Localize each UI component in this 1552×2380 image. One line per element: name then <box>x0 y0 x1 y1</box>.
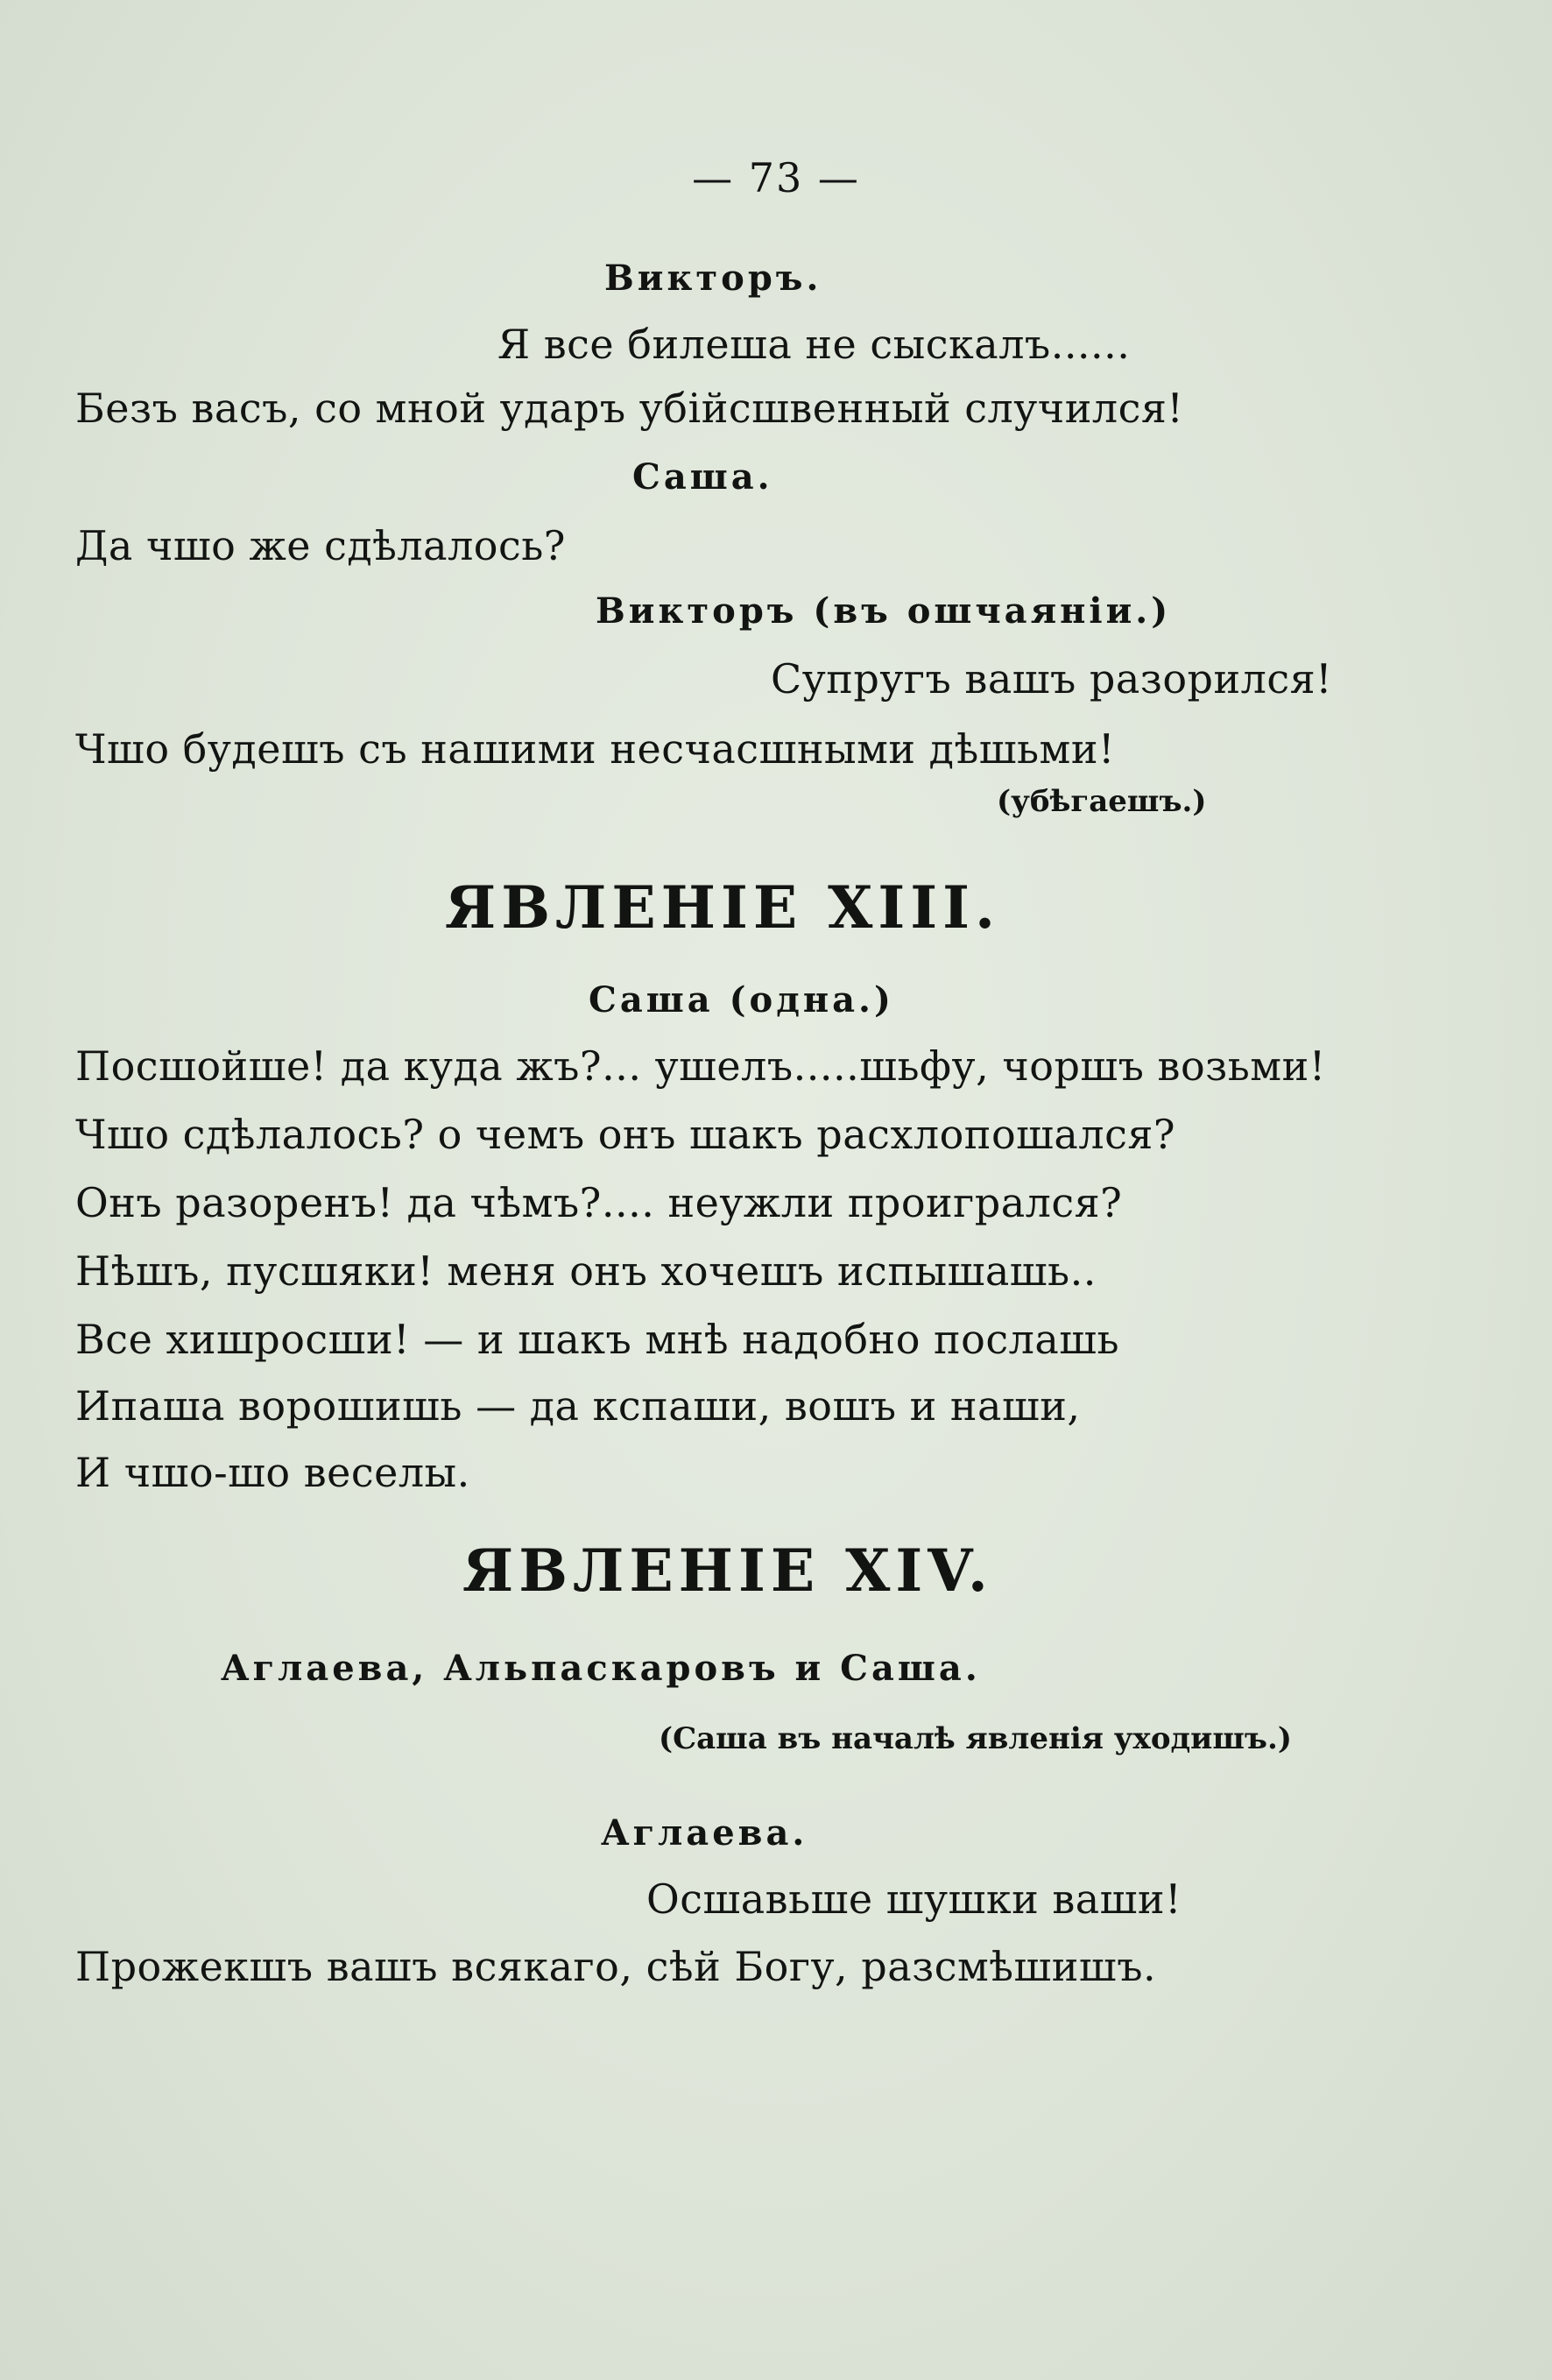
speaker-viktor: Викторъ (въ ошчаяніи.) <box>596 590 1172 632</box>
scene-heading-xiii: ЯВЛЕНІЕ XIII. <box>445 873 1000 942</box>
stage-direction: (убѣгаешъ.) <box>997 784 1207 819</box>
verse-line: Осшавьше шушки ваши! <box>646 1875 1182 1923</box>
page-number: — 73 — <box>692 154 860 201</box>
scene-heading-xiv: ЯВЛЕНІЕ XIV. <box>462 1536 993 1605</box>
speaker-sasha: Саша (одна.) <box>589 979 894 1021</box>
verse-line: Чшо будешъ съ нашими несчасшными дѣшьми! <box>75 725 1115 773</box>
verse-line: Прожекшъ вашъ всякаго, сѣй Богу, разсмѣшишъ. <box>75 1943 1157 1990</box>
verse-line: Я все билеша не сыскалъ...... <box>497 321 1131 368</box>
speaker-sasha: Саша. <box>632 456 773 498</box>
speaker-viktor: Викторъ. <box>604 258 822 299</box>
verse-line: Чшо сдѣлалось? о чемъ онъ шакъ расхлопошался? <box>75 1111 1176 1158</box>
verse-line: Все хишросши! — и шакъ мнѣ надобно послашь <box>75 1316 1120 1363</box>
verse-line: Безъ васъ, со мной ударъ убійсшвенный случился! <box>75 385 1184 432</box>
verse-line: И чшо-шо веселы. <box>75 1449 470 1496</box>
verse-line: Нѣшъ, пусшяки! меня онъ хочешъ испышашь.. <box>75 1247 1097 1295</box>
verse-line: Онъ разоренъ! да чѣмъ?.... неужли проигрался? <box>75 1179 1123 1226</box>
stage-direction: (Саша въ началѣ явленія уходишъ.) <box>659 1721 1292 1756</box>
speaker-aglaeva: Аглаева. <box>601 1812 808 1854</box>
verse-line: Да чшо же сдѣлалось? <box>75 522 566 569</box>
verse-line: Ипаша ворошишь — да кспаши, вошъ и наши, <box>75 1382 1081 1430</box>
verse-line: Посшойше! да куда жъ?... ушелъ.....шьфу, чоршъ возьми! <box>75 1042 1326 1090</box>
verse-line: Супругъ вашъ разорился! <box>771 655 1333 703</box>
scene-cast: Аглаева, Альпаскаровъ и Саша. <box>221 1648 981 1689</box>
